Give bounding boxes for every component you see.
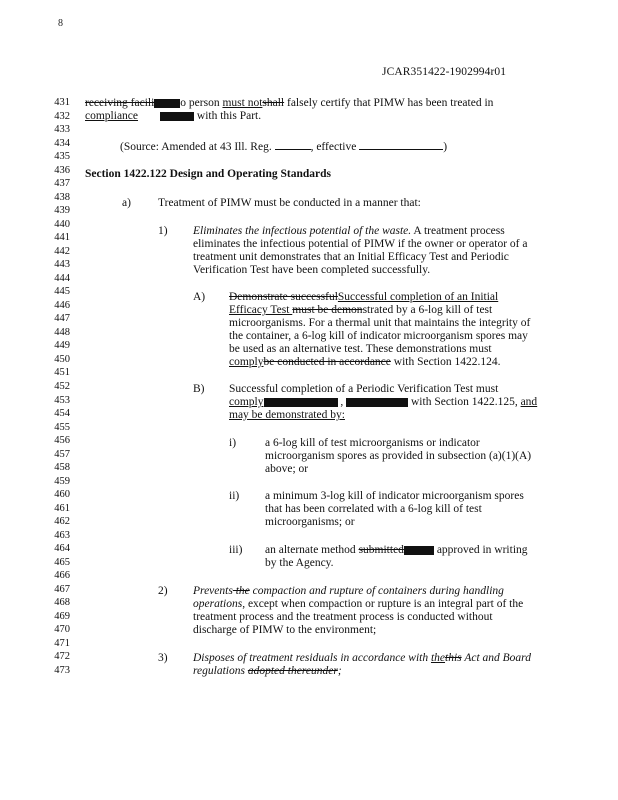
line-number: 462 bbox=[54, 516, 70, 528]
page-number: 8 bbox=[58, 18, 63, 29]
text-line-469: treatment process and the treatment process is conducted without bbox=[193, 611, 493, 623]
text-line-462: microorganisms; or bbox=[265, 516, 355, 528]
line-number: 440 bbox=[54, 218, 70, 230]
line-text: with Section 1422.124. bbox=[390, 356, 501, 368]
italic-heading: Disposes of treatment residuals in accordance with bbox=[193, 652, 431, 664]
text-line-446 bbox=[229, 304, 492, 316]
line-number: 454 bbox=[54, 408, 70, 420]
line-number: 441 bbox=[54, 232, 70, 244]
line-text: with this Part. bbox=[194, 110, 262, 122]
deleted-text: submitted bbox=[358, 544, 404, 556]
text-line-442: treatment unit demonstrates that an Initial Efficacy Test and Periodic bbox=[193, 251, 509, 263]
line-number: 435 bbox=[54, 151, 70, 163]
text-line-464 bbox=[265, 544, 528, 556]
line-number: 453 bbox=[54, 394, 70, 406]
italic-heading: operations bbox=[193, 598, 243, 610]
deleted-text: adopted thereunder bbox=[247, 665, 338, 677]
line-number: 442 bbox=[54, 245, 70, 257]
italic-heading: Eliminates the infectious potential of the waste. bbox=[193, 225, 412, 237]
source-note-suffix: ) bbox=[443, 141, 448, 153]
inserted-text: compliance bbox=[85, 110, 139, 122]
line-number: 467 bbox=[54, 583, 70, 595]
item-label-a: a) bbox=[122, 197, 131, 209]
source-note bbox=[120, 140, 447, 153]
line-number: 451 bbox=[54, 367, 70, 379]
line-number: 470 bbox=[54, 624, 70, 636]
text-line-443: Verification Test have been completed successfully. bbox=[193, 264, 431, 276]
blank-line bbox=[275, 140, 311, 150]
line-number: 433 bbox=[54, 124, 70, 136]
text-line-456: a 6-log kill of test microorganisms or indicator bbox=[265, 437, 480, 449]
deleted-text: this bbox=[445, 652, 462, 664]
text-line-452: Successful completion of a Periodic Verification Test must bbox=[229, 383, 499, 395]
line-text: , bbox=[337, 396, 347, 408]
line-text: approved in writing bbox=[433, 544, 528, 556]
text-line-465: by the Agency. bbox=[265, 557, 334, 569]
line-number: 469 bbox=[54, 610, 70, 622]
line-number: 452 bbox=[54, 381, 70, 392]
line-number: 460 bbox=[54, 489, 70, 501]
italic-heading: ; bbox=[337, 665, 342, 677]
line-number: 472 bbox=[54, 651, 70, 663]
source-note-prefix: (Source: Amended at 43 Ill. Reg. bbox=[120, 141, 275, 153]
deleted-text: Demonstrate successful bbox=[229, 291, 338, 303]
line-number: 448 bbox=[54, 326, 70, 338]
line-number: 432 bbox=[54, 110, 70, 122]
italic-heading: Prevents bbox=[193, 585, 233, 597]
line-number: 446 bbox=[54, 299, 70, 311]
blank-line bbox=[359, 140, 443, 150]
line-number: 461 bbox=[54, 502, 70, 514]
line-text: o person bbox=[180, 97, 223, 109]
line-number: 445 bbox=[54, 286, 70, 298]
text-line-438: Treatment of PIMW must be conducted in a manner that: bbox=[158, 197, 421, 209]
deleted-text: must be demon bbox=[292, 304, 363, 316]
line-number: 443 bbox=[54, 259, 70, 271]
text-line-461: that has been correlated with a 6-log kill of test bbox=[265, 503, 482, 515]
line-number: 471 bbox=[54, 637, 70, 649]
text-line-473 bbox=[193, 665, 342, 677]
line-text: with Section 1422.125, bbox=[408, 396, 521, 408]
text-line-449: be used as an alternative test. These demonstrations must bbox=[229, 343, 492, 355]
line-number: 436 bbox=[54, 164, 70, 176]
item-label-i: i) bbox=[229, 437, 237, 449]
inserted-text: must not bbox=[222, 97, 263, 109]
section-heading: Section 1422.122 Design and Operating Standards bbox=[85, 168, 332, 180]
item-label-1: 1) bbox=[158, 225, 168, 237]
text-line-431 bbox=[85, 97, 493, 109]
line-number: 468 bbox=[54, 597, 70, 609]
deleted-text: the bbox=[232, 585, 250, 597]
line-number: 466 bbox=[54, 570, 70, 582]
inserted-text: comply bbox=[229, 396, 264, 408]
item-label-iii: iii) bbox=[229, 544, 243, 556]
deleted-text: receiving facili bbox=[85, 97, 155, 109]
text-line-432 bbox=[85, 110, 261, 122]
text-line-447: microorganisms. For a thermal unit that maintains the integrity of bbox=[229, 317, 531, 329]
italic-heading: compaction and rupture of containers during handling bbox=[249, 585, 504, 597]
line-number: 455 bbox=[54, 421, 70, 433]
text-line-441: eliminates the infectious potential of PIMW if the owner or operator of a bbox=[193, 238, 528, 250]
text-line-440 bbox=[193, 225, 505, 237]
text-line-454 bbox=[229, 409, 345, 421]
line-text: falsely certify that PIMW has been treated in bbox=[284, 97, 494, 109]
line-number: 457 bbox=[54, 448, 70, 460]
redaction-block bbox=[160, 112, 194, 121]
line-number: 434 bbox=[54, 137, 70, 149]
text-line-448: the container, a 6-log kill of indicator microorganism spores may bbox=[229, 330, 528, 342]
line-text: an alternate method bbox=[265, 544, 359, 556]
deleted-text: be conducted in accordance bbox=[263, 356, 391, 368]
line-number: 458 bbox=[54, 462, 70, 474]
line-number: 450 bbox=[54, 353, 70, 365]
line-number: 463 bbox=[54, 529, 70, 541]
line-text: , except when compaction or rupture is an integral part of the bbox=[242, 598, 524, 610]
inserted-text: the bbox=[430, 652, 446, 664]
inserted-text: and bbox=[520, 396, 538, 408]
deleted-text: shall bbox=[262, 97, 285, 109]
text-line-445 bbox=[229, 291, 498, 303]
line-number: 444 bbox=[54, 272, 70, 284]
text-line-470: discharge of PIMW to the environment; bbox=[193, 624, 377, 636]
inserted-text: Successful completion of an Initial bbox=[337, 291, 499, 303]
redaction-block bbox=[264, 398, 338, 407]
item-label-B: B) bbox=[193, 383, 205, 395]
text-line-472 bbox=[193, 652, 531, 664]
line-text: strated by a 6-log kill of test bbox=[362, 304, 493, 316]
text-line-468 bbox=[193, 598, 523, 610]
line-number: 439 bbox=[54, 205, 70, 217]
line-number: 449 bbox=[54, 340, 70, 352]
line-number: 459 bbox=[54, 475, 70, 487]
line-number: 456 bbox=[54, 435, 70, 447]
inserted-text: comply bbox=[229, 356, 264, 368]
inserted-text: Efficacy Test bbox=[229, 304, 293, 316]
italic-heading: Act and Board bbox=[461, 652, 531, 664]
italic-heading: regulations bbox=[193, 665, 248, 677]
item-label-3: 3) bbox=[158, 652, 168, 664]
text-line-453 bbox=[229, 396, 537, 408]
line-number: 464 bbox=[54, 543, 70, 555]
item-label-A: A) bbox=[193, 291, 206, 303]
item-label-2: 2) bbox=[158, 585, 168, 597]
line-number: 473 bbox=[54, 665, 70, 676]
text-line-458: above; or bbox=[265, 463, 309, 475]
line-number: 447 bbox=[54, 313, 70, 325]
text-line-467 bbox=[193, 585, 504, 597]
line-number: 437 bbox=[54, 178, 70, 190]
document-id: JCAR351422-1902994r01 bbox=[382, 66, 507, 78]
line-text: A treatment process bbox=[411, 225, 505, 237]
inserted-text: may be demonstrated by: bbox=[229, 409, 345, 421]
line-number: 438 bbox=[54, 191, 70, 203]
redaction-block bbox=[404, 546, 434, 555]
text-line-460: a minimum 3-log kill of indicator microorganism spores bbox=[265, 490, 524, 502]
source-note-middle: , effective bbox=[310, 141, 360, 153]
item-label-ii: ii) bbox=[229, 490, 240, 502]
text-line-457: microorganism spores as provided in subsection (a)(1)(A) bbox=[265, 450, 532, 462]
line-number: 431 bbox=[54, 97, 70, 108]
line-number: 465 bbox=[54, 556, 70, 568]
text-line-450 bbox=[229, 356, 500, 368]
redaction-block bbox=[346, 398, 408, 407]
redaction-block bbox=[154, 99, 180, 108]
